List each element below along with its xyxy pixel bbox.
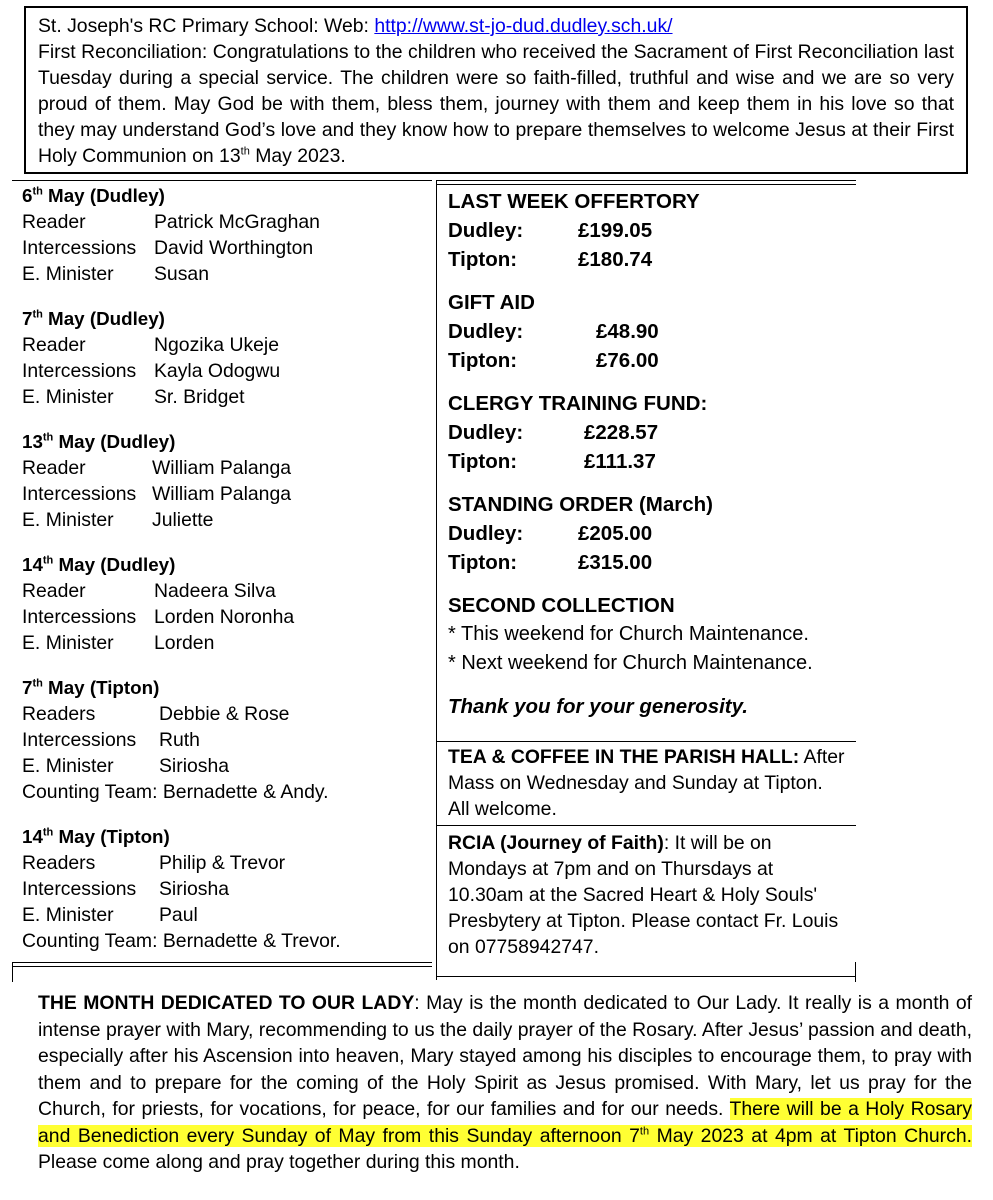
gift-aid-dudley-amount: £48.90 — [596, 320, 659, 343]
gift-aid-dudley-label: Dudley: — [448, 320, 524, 343]
month-title: THE MONTH DEDICATED TO OUR LADY — [38, 992, 415, 1014]
offertory-dudley-amount: £199.05 — [578, 219, 653, 242]
rota-heading — [22, 675, 422, 701]
divider-rcia — [437, 825, 856, 826]
rota-label: May (Dudley) — [53, 431, 176, 452]
rota-row — [22, 209, 422, 235]
rota-role: Intercessions — [22, 483, 137, 505]
rosary-highlight-a: There will be a Holy Rosary and Benediction every Sunday of May from this Sunday afternoon 7 — [38, 1098, 972, 1147]
gift-aid-tipton-amount: £76.00 — [596, 349, 659, 372]
reconciliation-paragraph — [38, 39, 954, 169]
rota-row — [22, 235, 422, 261]
reconciliation-text: First Reconciliation: Congratulations to the children who received the Sacrament of First Reconciliation last Tuesday during a special service. The children were so faith-filled, truthful and wise and we are so very proud of them. May God be with them, bless them, journey with them and keep them in his love so that they may understand God’s love and they know how to prepare themselves to welcome Jesus at their First Holy Communion on 13 — [38, 41, 954, 167]
rota-row — [22, 481, 422, 507]
standing-tipton-row — [448, 548, 848, 577]
gift-aid-tipton-label: Tipton: — [448, 349, 518, 372]
counting-team: Counting Team: Bernadette & Trevor. — [22, 930, 341, 952]
offertory-dudley-row — [448, 216, 848, 245]
clergy-dudley-amount: £228.57 — [584, 421, 659, 444]
offertory-title: LAST WEEK OFFERTORY — [448, 190, 700, 213]
second-collection-section — [448, 591, 848, 678]
rota-block — [22, 306, 422, 410]
rota-role: Reader — [22, 211, 86, 233]
rota-role: Intercessions — [22, 729, 137, 751]
clergy-tipton-label: Tipton: — [448, 450, 518, 473]
tick-left — [12, 962, 13, 982]
rota-heading — [22, 824, 422, 850]
gift-aid-section — [448, 288, 848, 375]
rota-row — [22, 876, 422, 902]
rota-role: Intercessions — [22, 237, 137, 259]
rota-role: E. Minister — [22, 632, 114, 654]
rota-row — [22, 902, 422, 928]
rota-person: Sr. Bridget — [154, 386, 245, 408]
column-divider — [436, 180, 437, 980]
rota-role: Intercessions — [22, 878, 137, 900]
standing-dudley-row — [448, 519, 848, 548]
rota-heading — [22, 306, 422, 332]
tea-coffee-notice — [448, 744, 848, 822]
rota-role: E. Minister — [22, 509, 114, 531]
rota-row — [22, 578, 422, 604]
rota-person: Susan — [154, 263, 209, 285]
rota-block — [22, 824, 422, 954]
rota-row — [22, 332, 422, 358]
rota-person: Lorden Noronha — [154, 606, 295, 628]
rota-person: Siriosha — [159, 755, 230, 777]
standing-order-section — [448, 490, 848, 577]
rota-person: Ngozika Ukeje — [154, 334, 280, 356]
divider-tea — [437, 741, 856, 742]
rota-person: William Palanga — [152, 457, 292, 479]
school-web-line — [38, 13, 954, 39]
rota-day: 14 — [22, 826, 43, 847]
thanks-line: Thank you for your generosity. — [448, 695, 748, 718]
rota-heading — [22, 183, 422, 209]
offertory-dudley-label: Dudley: — [448, 219, 524, 242]
rota-role: Intercessions — [22, 360, 137, 382]
rota-role: Intercessions — [22, 606, 137, 628]
tea-coffee-title: TEA & COFFEE IN THE PARISH HALL: — [448, 746, 800, 768]
gift-aid-dudley-row — [448, 317, 848, 346]
rota-person: David Worthington — [154, 237, 314, 259]
second-collection-line-1: * This weekend for Church Maintenance. — [448, 623, 809, 645]
rota-person: Paul — [159, 904, 198, 926]
rota-block — [22, 183, 422, 287]
standing-tipton-label: Tipton: — [448, 551, 518, 574]
rosary-highlight-sup: th — [639, 1125, 650, 1138]
rota-row — [22, 701, 422, 727]
rota-row — [22, 384, 422, 410]
rota-label: May (Dudley) — [42, 308, 165, 329]
rota-role: Reader — [22, 334, 86, 356]
rota-person: Ruth — [159, 729, 200, 751]
rota-row — [22, 507, 422, 533]
rota-row — [22, 727, 422, 753]
tick-right — [855, 962, 856, 982]
rota-row — [22, 455, 422, 481]
offertory-tipton-label: Tipton: — [448, 248, 518, 271]
rota-row — [22, 850, 422, 876]
rota-row — [22, 604, 422, 630]
rota-label: May (Dudley) — [53, 554, 176, 575]
month-text: : May is the month dedicated to Our Lady. It really is a month of intense prayer with Mary, recommending to us the daily prayer of the Rosary. After Jesus’ passion and death, especially after his Ascension into heaven, Mary stayed among his disciples to encourage them, to pray with them and to prepare for the coming of the Holy Spirit as Jesus promised. With Mary, let us pray for the Church, for priests, for vocations, for peace, for our families and for our needs. — [38, 992, 973, 1120]
rota-day: 6 — [22, 185, 33, 206]
ministry-rota — [22, 183, 422, 973]
rota-heading — [22, 429, 422, 455]
clergy-fund-section — [448, 389, 848, 476]
rota-heading — [22, 552, 422, 578]
rota-day: 14 — [22, 554, 43, 575]
rota-block — [22, 429, 422, 533]
reconciliation-end: May 2023. — [249, 145, 346, 167]
rota-block — [22, 675, 422, 805]
tea-coffee-text: After Mass on Wednesday and Sunday at Tipton. All welcome. — [448, 746, 845, 820]
clergy-tipton-amount: £111.37 — [584, 450, 656, 473]
rota-person: Debbie & Rose — [159, 703, 290, 725]
standing-tipton-amount: £315.00 — [578, 551, 653, 574]
offertory-tipton-row — [448, 245, 848, 274]
rota-row — [22, 753, 422, 779]
rota-label: May (Tipton) — [53, 826, 170, 847]
gift-aid-tipton-row — [448, 346, 848, 375]
rota-role: Reader — [22, 580, 86, 602]
rota-day: 7 — [22, 677, 33, 698]
school-web-prefix: St. Joseph's RC Primary School: Web: — [38, 15, 375, 37]
rosary-highlight-b: May 2023 at 4pm at Tipton Church. — [649, 1124, 972, 1147]
rcia-text: : It will be on Mondays at 7pm and on Thursdays at 10.30am at the Sacred Heart & Holy Souls' Presbytery at Tipton. Please contact Fr. Louis on 07758942747. — [448, 832, 839, 958]
clergy-tipton-row — [448, 447, 848, 476]
rota-label: May (Dudley) — [42, 185, 165, 206]
rota-person: Kayla Odogwu — [154, 360, 281, 382]
divider-top-right — [437, 180, 856, 181]
school-notice-box — [24, 6, 968, 174]
rota-role: Readers — [22, 703, 96, 725]
rota-person: Siriosha — [159, 878, 230, 900]
rcia-title: RCIA (Journey of Faith) — [448, 832, 664, 854]
rota-day-sup: th — [32, 185, 43, 198]
rota-role: E. Minister — [22, 904, 114, 926]
clergy-dudley-label: Dudley: — [448, 421, 524, 444]
rota-person: Juliette — [152, 509, 214, 531]
rota-day: 13 — [22, 431, 43, 452]
rota-person: Philip & Trevor — [159, 852, 286, 874]
rota-day-sup: th — [32, 308, 43, 321]
counting-team: Counting Team: Bernadette & Andy. — [22, 781, 329, 803]
divider-bottom-right — [437, 976, 856, 977]
rota-label: May (Tipton) — [42, 677, 160, 698]
rota-day-sup: th — [32, 677, 43, 690]
standing-dudley-label: Dudley: — [448, 522, 524, 545]
rota-day: 7 — [22, 308, 33, 329]
rota-role: Readers — [22, 852, 96, 874]
divider-top-left — [12, 180, 432, 181]
rota-day-sup: th — [42, 554, 54, 567]
month-of-our-lady-paragraph — [38, 990, 972, 1176]
offertory-section — [448, 187, 848, 274]
second-collection-line-2: * Next weekend for Church Maintenance. — [448, 652, 813, 674]
rota-role: E. Minister — [22, 755, 114, 777]
standing-order-title: STANDING ORDER (March) — [448, 493, 713, 516]
gift-aid-title: GIFT AID — [448, 291, 535, 314]
rota-row — [22, 630, 422, 656]
rota-block — [22, 552, 422, 656]
rota-person: Lorden — [154, 632, 215, 654]
rota-role: E. Minister — [22, 263, 114, 285]
rota-role: E. Minister — [22, 386, 114, 408]
clergy-fund-title: CLERGY TRAINING FUND: — [448, 392, 708, 415]
rota-person: Patrick McGraghan — [154, 211, 320, 233]
school-website-link[interactable]: http://www.st-jo-dud.dudley.sch.uk/ — [374, 15, 673, 37]
rota-row — [22, 261, 422, 287]
standing-dudley-amount: £205.00 — [578, 522, 653, 545]
rcia-notice — [448, 830, 848, 960]
rota-person: Nadeera Silva — [154, 580, 276, 602]
rota-day-sup: th — [42, 826, 54, 839]
clergy-dudley-row — [448, 418, 848, 447]
offertory-tipton-amount: £180.74 — [578, 248, 653, 271]
reconciliation-sup: th — [240, 145, 250, 158]
divider-top-right-2 — [437, 184, 856, 185]
second-collection-title: SECOND COLLECTION — [448, 594, 675, 617]
rota-person: William Palanga — [152, 483, 292, 505]
rota-row — [22, 358, 422, 384]
month-closing: Please come along and pray together during this month. — [38, 1151, 520, 1173]
finance-column — [448, 187, 848, 721]
rota-day-sup: th — [42, 431, 54, 444]
rota-role: Reader — [22, 457, 86, 479]
